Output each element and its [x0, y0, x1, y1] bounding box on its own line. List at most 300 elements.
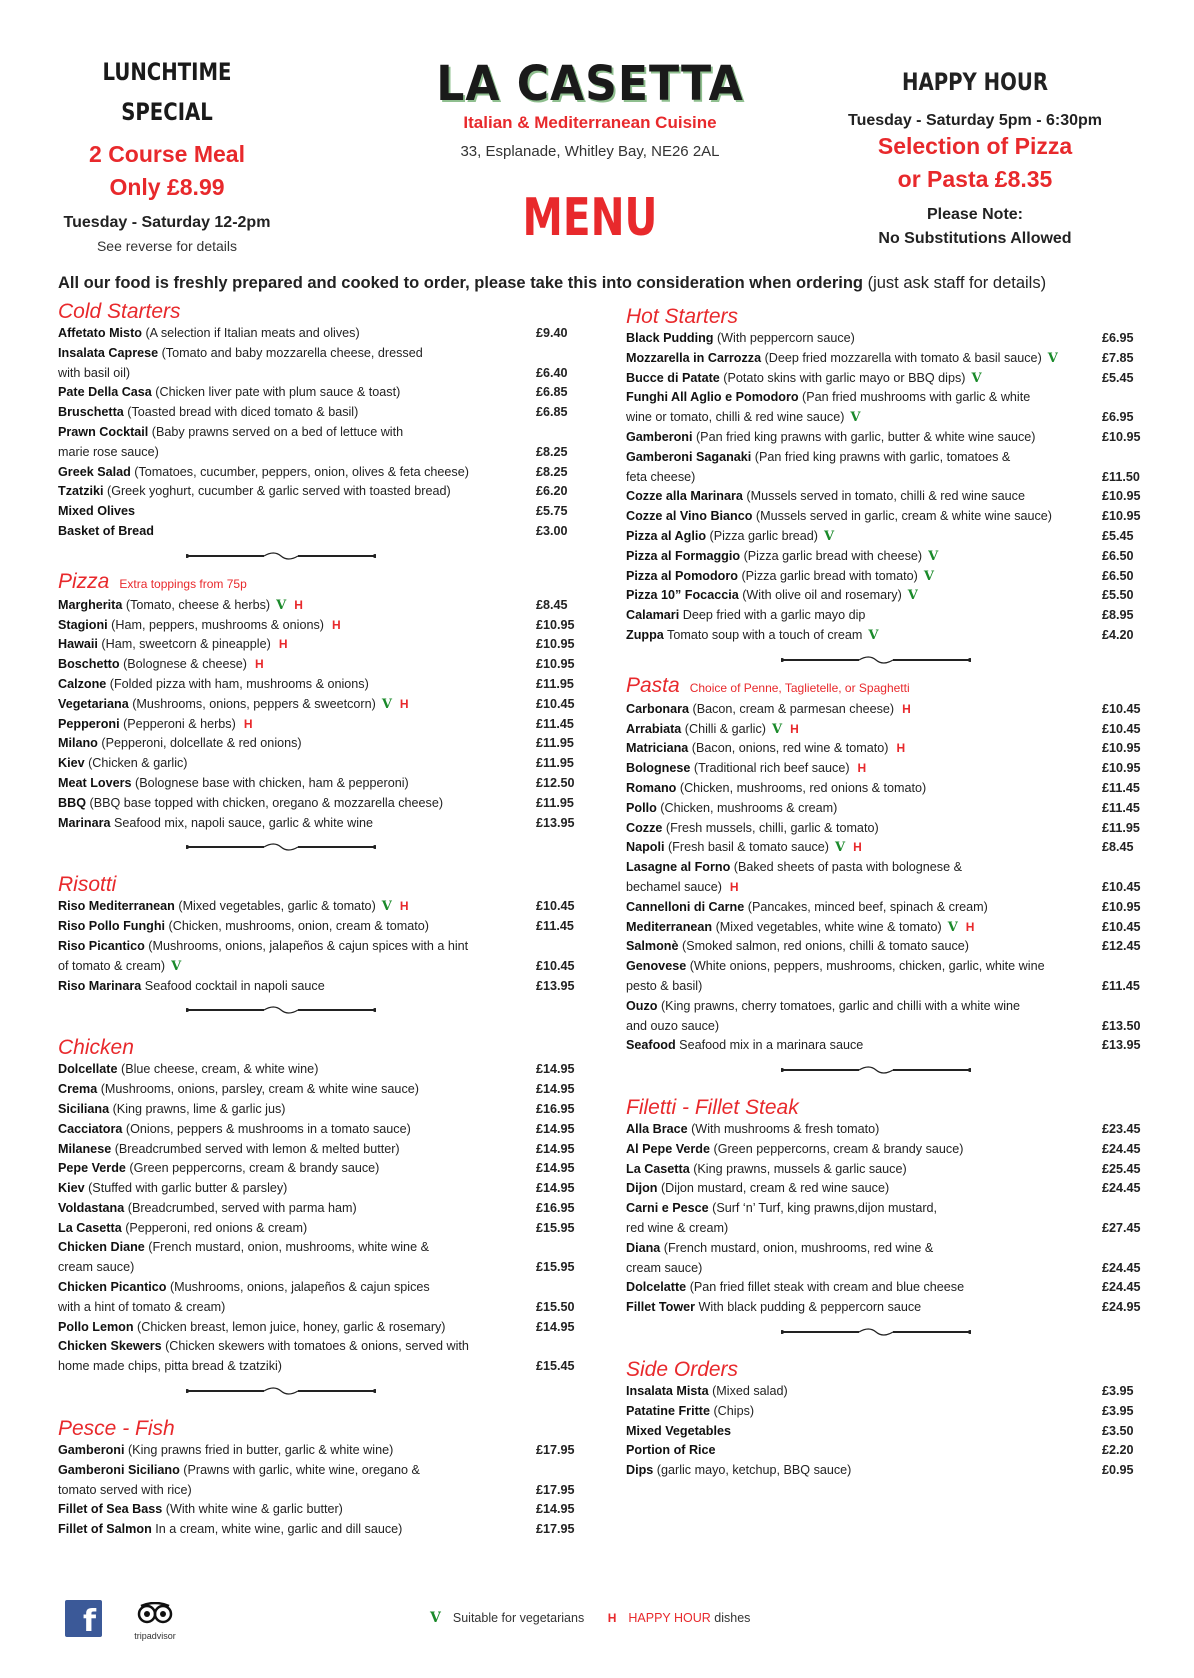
menu-item [58, 774, 576, 794]
menu-item-description [626, 586, 1102, 606]
section-side-orders [626, 1358, 1146, 1481]
menu-item-price: £13.95 [536, 815, 575, 830]
menu-item [58, 324, 576, 344]
menu-item-detail: (Mushrooms, onions, parsley, cream & white wine sauce) [97, 1082, 419, 1097]
menu-item-description [626, 957, 1102, 997]
menu-item-price: £11.95 [536, 756, 574, 771]
menu-item-name: Basket of Bread [58, 523, 154, 538]
intro-extra: (just ask staff for details) [862, 274, 1047, 292]
menu-item-price: £8.45 [1102, 840, 1134, 855]
menu-item-price: £5.45 [1102, 370, 1134, 385]
menu-item-name: Kiev [58, 1181, 85, 1196]
menu-item-price: £14.95 [536, 1062, 575, 1077]
menu-item-price: £24.45 [1102, 1260, 1141, 1275]
vegetarian-icon: V [276, 597, 287, 613]
menu-item-detail: (Chicken liver pate with plum sauce & toast) [151, 385, 401, 400]
menu-item [626, 1382, 1146, 1402]
menu-item [58, 1080, 576, 1100]
menu-item-price: £6.95 [1102, 331, 1134, 345]
menu-item-price: £3.95 [1102, 1403, 1134, 1418]
menu-item-description [626, 1160, 1102, 1180]
menu-item-name: Cozze [626, 820, 663, 835]
menu-item-description [58, 635, 536, 655]
lunch-days: Tuesday - Saturday 12-2pm [63, 214, 271, 231]
menu-item-detail-continued: cream sauce) [58, 1260, 135, 1275]
menu-item [626, 819, 1146, 839]
menu-item [626, 567, 1146, 587]
happy-hour-icon: H [902, 701, 911, 716]
menu-item-description [58, 814, 536, 834]
section-heading [626, 1358, 1146, 1382]
section-heading [58, 300, 576, 324]
flourish-divider-icon [186, 1004, 376, 1016]
menu-item-name: Boschetto [58, 657, 120, 672]
menu-item-description [58, 754, 536, 774]
menu-item [626, 918, 1146, 938]
menu-item-name: Gamberoni [58, 1443, 125, 1458]
menu-item-detail: (Chicken, mushrooms & cream) [656, 800, 838, 815]
menu-item-name: Lasagne al Forno [626, 860, 731, 875]
menu-item-detail: (Mixed vegetables, white wine & tomato) [712, 919, 942, 934]
menu-item-name: Kiev [58, 756, 85, 771]
menu-item-description [58, 655, 536, 675]
section-chicken [58, 1036, 576, 1377]
menu-item-name: BBQ [58, 795, 86, 810]
menu-item-description [58, 1199, 536, 1219]
menu-item-detail: (Pan fried mushrooms with garlic & white [798, 390, 1031, 405]
menu-item-description [626, 1179, 1102, 1199]
menu-item-name: Genovese [626, 959, 687, 974]
menu-item-price: £24.45 [1102, 1280, 1141, 1295]
menu-item-price: £8.45 [536, 597, 568, 612]
menu-item-price: £8.25 [536, 464, 568, 479]
section-heading [626, 305, 1146, 329]
menu-item-description [58, 324, 536, 344]
menu-item-description [58, 1500, 536, 1520]
menu-item-description [58, 463, 536, 483]
menu-item-description [626, 838, 1102, 858]
menu-item-price: £3.95 [1102, 1384, 1134, 1399]
menu-item [626, 997, 1146, 1037]
menu-item-price: £15.45 [536, 1359, 575, 1374]
menu-item-name: Fillet of Sea Bass [58, 1502, 163, 1517]
menu-item-detail: (King prawns, mussels & garlic sauce) [689, 1161, 907, 1176]
menu-item [58, 814, 576, 834]
menu-item-price: £5.75 [536, 504, 568, 519]
menu-item-detail: (Mushrooms, onions, peppers & sweetcorn) [128, 696, 376, 711]
section-hot-starters [626, 305, 1146, 646]
menu-item-price: £10.95 [1102, 761, 1141, 776]
menu-item-detail: With black pudding & peppercorn sauce [695, 1300, 922, 1315]
menu-item [58, 977, 576, 997]
menu-item-description [58, 423, 536, 463]
menu-item-description [626, 567, 1102, 587]
menu-item-detail: (Tomato and baby mozzarella cheese, dressed [158, 345, 423, 360]
menu-item [626, 1278, 1146, 1298]
menu-item-name: Ouzo [626, 998, 658, 1013]
menu-item-description [58, 1278, 536, 1318]
footer [0, 1600, 1194, 1660]
menu-item-name: Chicken Diane [58, 1240, 145, 1255]
menu-item-list [626, 1120, 1146, 1318]
menu-item-description [58, 774, 536, 794]
menu-item-name: Patatine Fritte [626, 1403, 710, 1418]
menu-item-price: £8.95 [1102, 608, 1134, 623]
vegetarian-icon: V [868, 627, 879, 643]
menu-item-price: £3.50 [1102, 1423, 1134, 1438]
menu-item-detail: (Bolognese & cheese) [119, 657, 247, 672]
menu-item [58, 897, 576, 917]
menu-item [626, 448, 1146, 488]
menu-item-detail: (Potato skins with garlic mayo or BBQ dips) [719, 370, 966, 385]
menu-item [58, 715, 576, 735]
vegetarian-icon: V [928, 548, 939, 564]
menu-item-price: £10.45 [536, 899, 575, 914]
menu-item-description [626, 487, 1102, 507]
intro-bold: All our food is freshly prepared and cooked to order, please take this into consideration when ordering [58, 274, 863, 292]
menu-item-price: £10.45 [536, 696, 575, 711]
menu-item-name: Gamberoni Saganaki [626, 449, 752, 464]
menu-item-description [58, 1219, 536, 1239]
menu-item-description [58, 794, 536, 814]
section-pizza [58, 570, 576, 834]
menu-item-name: Chicken Picantico [58, 1280, 167, 1295]
menu-item-detail: (Pan fried king prawns with garlic, butter & white wine sauce) [692, 429, 1036, 444]
menu-item-detail: (Pan fried fillet steak with cream and blue cheese [686, 1280, 965, 1295]
menu-item-name: Gamberoni Siciliano [58, 1462, 180, 1477]
menu-item-name: Dips [626, 1463, 654, 1478]
menu-item-detail: (French mustard, onion, mushrooms, white wine & [144, 1240, 429, 1255]
menu-item-description [626, 1140, 1102, 1160]
menu-item-detail-continued: cream sauce) [626, 1260, 703, 1275]
menu-item-name: La Casetta [626, 1161, 690, 1176]
menu-item-detail: (Bacon, onions, red wine & tomato) [688, 741, 889, 756]
menu-item-price: £10.95 [536, 657, 575, 672]
menu-item-name: Seafood [626, 1038, 676, 1053]
menu-item-name: Bolognese [626, 761, 691, 776]
menu-item-detail-continued: feta cheese) [626, 469, 696, 484]
hh-legend-red: HAPPY HOUR [628, 1611, 711, 1625]
menu-item-detail-continued: red wine & cream) [626, 1221, 729, 1236]
menu-item-description [58, 344, 536, 384]
section-heading [626, 1096, 1146, 1120]
menu-item-detail: (French mustard, onion, mushrooms, red wine & [660, 1240, 934, 1255]
section-title: Cold Starters [58, 300, 181, 323]
menu-item-description [626, 547, 1102, 567]
menu-item [58, 344, 576, 384]
menu-item-name: Salmonè [626, 939, 679, 954]
menu-item-detail: (Folded pizza with ham, mushrooms & onions) [106, 676, 369, 691]
menu-item-list [626, 700, 1146, 1056]
happy-hour-icon: H [399, 696, 409, 711]
menu-item-name: Matriciana [626, 741, 689, 756]
menu-item-detail: (Toasted bread with diced tomato & basil) [123, 405, 359, 420]
vegetarian-icon: V [171, 958, 182, 974]
menu-item-price: £14.95 [536, 1082, 575, 1097]
menu-item-detail: (Prawns with garlic, white wine, oregano & [179, 1462, 420, 1477]
menu-item-price: £3.00 [536, 523, 568, 538]
menu-item-name: Crema [58, 1082, 98, 1097]
menu-item-price: £14.95 [536, 1141, 575, 1156]
menu-item-name: Affetato Misto [58, 326, 142, 340]
menu-item [626, 720, 1146, 740]
menu-item-price: £24.95 [1102, 1300, 1141, 1315]
menu-item-name: Pollo [626, 800, 657, 815]
section-pasta [626, 674, 1146, 1056]
menu-item-description [626, 720, 1102, 740]
menu-item [58, 1278, 576, 1318]
happy-offer-line1: Selection of Pizza [877, 133, 1073, 159]
menu-item [626, 739, 1146, 759]
menu-item [58, 596, 576, 616]
menu-item-name: Bruschetta [58, 405, 124, 420]
menu-item-description [58, 1159, 536, 1179]
menu-item [58, 1441, 576, 1461]
menu-item-description [58, 502, 536, 522]
section-heading [626, 674, 1146, 700]
menu-item-detail: (Pizza garlic bread with cheese) [740, 548, 923, 563]
menu-item-name: Voldastana [58, 1200, 125, 1215]
menu-item-description [626, 527, 1102, 547]
section-divider [58, 833, 576, 861]
menu-item-description [626, 700, 1102, 720]
hh-legend-text: dishes [710, 1611, 751, 1625]
menu-item [58, 1120, 576, 1140]
happy-offer-line2: or Pasta £8.35 [897, 166, 1053, 192]
menu-item-detail: (Pancakes, minced beef, spinach & cream) [744, 899, 988, 914]
menu-item-detail: (Onions, peppers & mushrooms in a tomato sauce) [122, 1121, 411, 1136]
menu-item-description [58, 937, 536, 977]
menu-item-price: £11.45 [1102, 780, 1140, 795]
section-title: Risotti [58, 873, 117, 897]
menu-item-name: Diana [626, 1240, 661, 1255]
menu-item [626, 487, 1146, 507]
section-divider [58, 996, 576, 1024]
menu-item [58, 482, 576, 502]
menu-item-description [626, 1036, 1102, 1056]
menu-item-name: Marinara [58, 815, 111, 830]
menu-item-description [58, 1441, 536, 1461]
happy-hour [830, 62, 1120, 248]
menu-item-price: £2.20 [1102, 1443, 1134, 1458]
menu-item-detail: (Chicken breast, lemon juice, honey, garlic & rosemary) [133, 1319, 446, 1334]
menu-item [626, 369, 1146, 389]
menu-item-name: Romano [626, 780, 677, 795]
section-pesce-fish [58, 1417, 576, 1540]
menu-item-price: £11.95 [536, 676, 574, 691]
menu-item-name: Pizza 10” Focaccia [626, 588, 739, 603]
menu-item [626, 349, 1146, 369]
menu-item [626, 957, 1146, 997]
menu-item-description [626, 1298, 1102, 1318]
menu-item-description [626, 739, 1102, 759]
owl-eyes-icon [135, 1602, 175, 1624]
menu-item-description [626, 1461, 1102, 1481]
menu-item-detail: (Greek yoghurt, cucumber & garlic served with toasted bread) [103, 484, 451, 499]
menu-item-detail-continued: bechamel sauce) [626, 879, 722, 894]
menu-item-detail: (Chips) [709, 1403, 755, 1418]
menu-item [626, 428, 1146, 448]
lunchtime-title-line1: LUNCHTIME [102, 58, 232, 86]
flourish-divider-icon [781, 1326, 971, 1338]
facebook-icon[interactable]: f [65, 1600, 102, 1637]
menu-item-name: Prawn Cocktail [58, 424, 149, 439]
section-heading [58, 570, 576, 596]
menu-item-description [626, 898, 1102, 918]
menu-item-name: Arrabiata [626, 721, 682, 736]
menu-item-description [626, 799, 1102, 819]
menu-item-name: Pizza al Formaggio [626, 548, 741, 563]
menu-item-description [626, 937, 1102, 957]
menu-item-name: Pepperoni [58, 716, 120, 731]
menu-item [58, 1219, 576, 1239]
menu-item-price: £17.95 [536, 1522, 575, 1537]
menu-item-detail-continued: tomato served with rice) [58, 1482, 192, 1497]
vegetarian-icon: V [971, 370, 982, 386]
menu-item-description [626, 858, 1102, 898]
vegetarian-icon: V [850, 410, 861, 426]
menu-item-detail: (Mixed salad) [708, 1384, 788, 1399]
menu-item [626, 586, 1146, 606]
menu-item-price: £13.95 [536, 978, 575, 993]
menu-item-description [626, 1199, 1102, 1239]
menu-item-detail-continued: home made chips, pitta bread & tzatziki) [58, 1359, 282, 1374]
menu-item-list [58, 1060, 576, 1377]
menu-item-detail: (Breadcrumbed served with lemon & melted butter) [111, 1141, 400, 1156]
menu-item-description [626, 1382, 1102, 1402]
menu-item-description [626, 819, 1102, 839]
menu-item-price: £12.45 [1102, 939, 1141, 954]
happy-hour-icon: H [857, 761, 867, 776]
menu-item [626, 1140, 1146, 1160]
lunchtime-title-line2: SPECIAL [121, 98, 213, 126]
menu-item-detail: (White onions, peppers, mushrooms, chicken, garlic, white wine [686, 959, 1045, 974]
menu-item-description [58, 482, 536, 502]
menu-item-name: Riso Picantico [58, 938, 145, 953]
happy-hour-days: Tuesday - Saturday 5pm - 6:30pm [848, 112, 1102, 129]
menu-item-list [58, 1441, 576, 1540]
happy-hour-icon: H [965, 919, 975, 934]
menu-item-detail-continued: marie rose sauce) [58, 444, 159, 459]
menu-item-name: Black Pudding [626, 331, 714, 345]
menu-item-detail: (With white wine & garlic butter) [162, 1502, 343, 1517]
menu-item-name: Riso Marinara [58, 978, 142, 993]
menu-item-price: £24.45 [1102, 1141, 1141, 1156]
menu-item [626, 838, 1146, 858]
menu-item-detail: (With olive oil and rosemary) [738, 588, 902, 603]
menu-item [626, 547, 1146, 567]
menu-item-name: Fillet of Salmon [58, 1522, 152, 1537]
vegetarian-icon: V [381, 696, 392, 712]
menu-item-description [58, 917, 536, 937]
section-title: Hot Starters [626, 305, 739, 328]
menu-item-detail: (Smoked salmon, red onions, chilli & tomato sauce) [678, 939, 969, 954]
lunch-offer-line2: Only £8.99 [109, 174, 225, 200]
menu-item-name: Gamberoni [626, 429, 693, 444]
happy-hour-icon: H [278, 637, 288, 652]
section-divider [58, 542, 576, 570]
menu-item-price: £10.45 [1102, 701, 1141, 716]
menu-item-description [626, 759, 1102, 779]
menu-item-price: £25.45 [1102, 1161, 1141, 1176]
menu-item-detail: (Chilli & garlic) [681, 721, 766, 736]
menu-item-price: £27.45 [1102, 1221, 1141, 1236]
menu-item-name: Milanese [58, 1141, 112, 1156]
menu-item-detail: (Tomatoes, cucumber, peppers, onion, olives & feta cheese) [130, 464, 469, 479]
menu-item-name: Pizza al Aglio [626, 528, 707, 543]
menu-item-name: Mixed Olives [58, 504, 135, 519]
menu-item-name: Dolcellate [58, 1062, 118, 1077]
menu-item [626, 1422, 1146, 1442]
menu-item-price: £8.25 [536, 444, 568, 459]
menu-item-list [58, 596, 576, 834]
menu-item-detail: Tomato soup with a touch of cream [663, 627, 863, 642]
tripadvisor-icon[interactable] [125, 1602, 185, 1641]
section-title: Filetti - Fillet Steak [626, 1096, 799, 1120]
menu-item [58, 1179, 576, 1199]
menu-item-detail-continued: pesto & basil) [626, 978, 703, 993]
menu-item-detail: (Pizza garlic bread) [706, 528, 819, 543]
menu-item-description [58, 1337, 536, 1377]
menu-item [626, 1120, 1146, 1140]
legend [430, 1610, 750, 1626]
menu-item-price: £7.85 [1102, 350, 1134, 365]
menu-item-name: Pate Della Casa [58, 385, 152, 400]
menu-item-price: £6.40 [536, 365, 568, 380]
vegetarian-icon: V [1047, 350, 1058, 366]
menu-item-name: Insalata Mista [626, 1384, 709, 1399]
menu-item [58, 675, 576, 695]
vegetarian-icon: V [824, 528, 835, 544]
menu-item-price: £6.20 [536, 484, 568, 499]
menu-column-left [58, 300, 576, 1540]
menu-item-price: £17.95 [536, 1482, 575, 1497]
menu-item-description [626, 997, 1102, 1037]
menu-item-price: £14.95 [536, 1319, 575, 1334]
menu-item [626, 606, 1146, 626]
menu-item-detail: (Dijon mustard, cream & red wine sauce) [657, 1181, 890, 1196]
menu-item [626, 1160, 1146, 1180]
section-note: Choice of Penne, Taglietelle, or Spaghetti [689, 680, 910, 695]
menu-item-detail: (Breadcrumbed, served with parma ham) [124, 1200, 357, 1215]
menu-item-list [626, 329, 1146, 646]
menu-item-price: £23.45 [1102, 1122, 1141, 1137]
menu-item-detail: (With mushrooms & fresh tomato) [687, 1122, 880, 1137]
menu-item-detail: (Mixed vegetables, garlic & tomato) [174, 899, 376, 914]
menu-item-price: £14.95 [536, 1181, 575, 1196]
menu-item [58, 1461, 576, 1501]
menu-item-description [626, 626, 1102, 646]
menu-item-description [58, 1080, 536, 1100]
section-title: Pizza [58, 569, 110, 593]
menu-item [58, 754, 576, 774]
menu-item-name: Riso Pollo Funghi [58, 919, 166, 934]
section-title: Pesce - Fish [58, 1417, 175, 1441]
happy-hour-title: HAPPY HOUR [902, 68, 1048, 96]
menu-item-price: £6.50 [1102, 568, 1134, 583]
menu-item-name: Bucce di Patate [626, 370, 720, 385]
section-filetti-fillet-steak [626, 1096, 1146, 1318]
menu-item-price: £11.45 [536, 716, 574, 731]
menu-item-detail-continued: and ouzo sauce) [626, 1018, 720, 1033]
menu-item-name: Cannelloni di Carne [626, 899, 745, 914]
menu-item [58, 522, 576, 542]
vegetarian-icon: V [771, 721, 783, 737]
menu-item-price: £10.95 [536, 617, 575, 632]
menu-item-name: Dijon [626, 1181, 658, 1196]
menu-item-price: £5.45 [1102, 528, 1134, 543]
menu-item-detail: (Mushrooms, onions, jalapeños & cajun spices with a hint [144, 938, 469, 953]
